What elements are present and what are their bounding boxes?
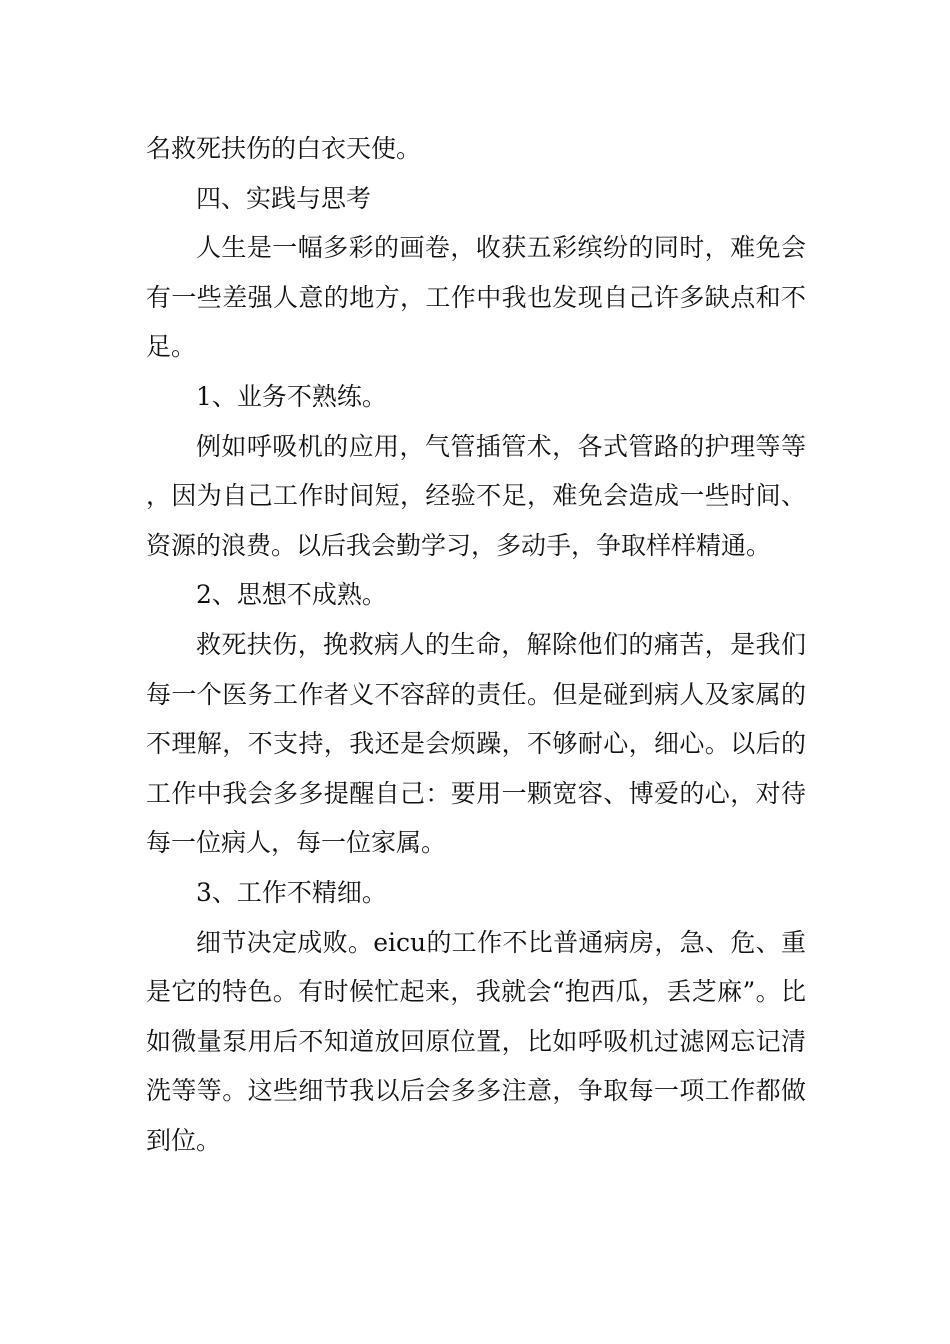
list-heading-1: 1、业务不熟练。 <box>196 381 387 411</box>
paragraph-continuation: 名救死扶伤的白衣天使。 <box>146 134 422 163</box>
paragraph-item-3: 细节决定成败。eicu的工作不比普通病房，急、危、重是它的特色。有时候忙起来，我就会“抱西瓜，丢芝麻”。比如微量泵用后不知道放回原位置，比如呼吸机过滤网忘记清洗等等。这些细节我以后会多多注意，争取每一项工作都做到位。 <box>146 927 806 1155</box>
paragraph-intro: 人生是一幅多彩的画卷，收获五彩缤纷的同时，难免会有一些差强人意的地方，工作中我也发现自己许多缺点和不足。 <box>146 233 806 362</box>
document-page <box>146 124 806 1165</box>
list-heading-2: 2、思想不成熟。 <box>196 580 387 610</box>
paragraph-item-1: 例如呼吸机的应用，气管插管术，各式管路的护理等等，因为自己工作时间短，经验不足，难免会造成一些时间、资源的浪费。以后我会勤学习，多动手，争取样样精通。 <box>146 431 806 560</box>
paragraph-item-2: 救死扶伤，挽救病人的生命，解除他们的痛苦，是我们每一个医务工作者义不容辞的责任。但是碰到病人及家属的不理解，不支持，我还是会烦躁，不够耐心，细心。以后的工作中我会多多提醒自己：要用一颗宽容、博爱的心，对待每一位病人，每一位家属。 <box>146 629 806 858</box>
section-heading: 四、实践与思考 <box>196 183 372 213</box>
list-heading-3: 3、工作不精细。 <box>196 877 387 907</box>
